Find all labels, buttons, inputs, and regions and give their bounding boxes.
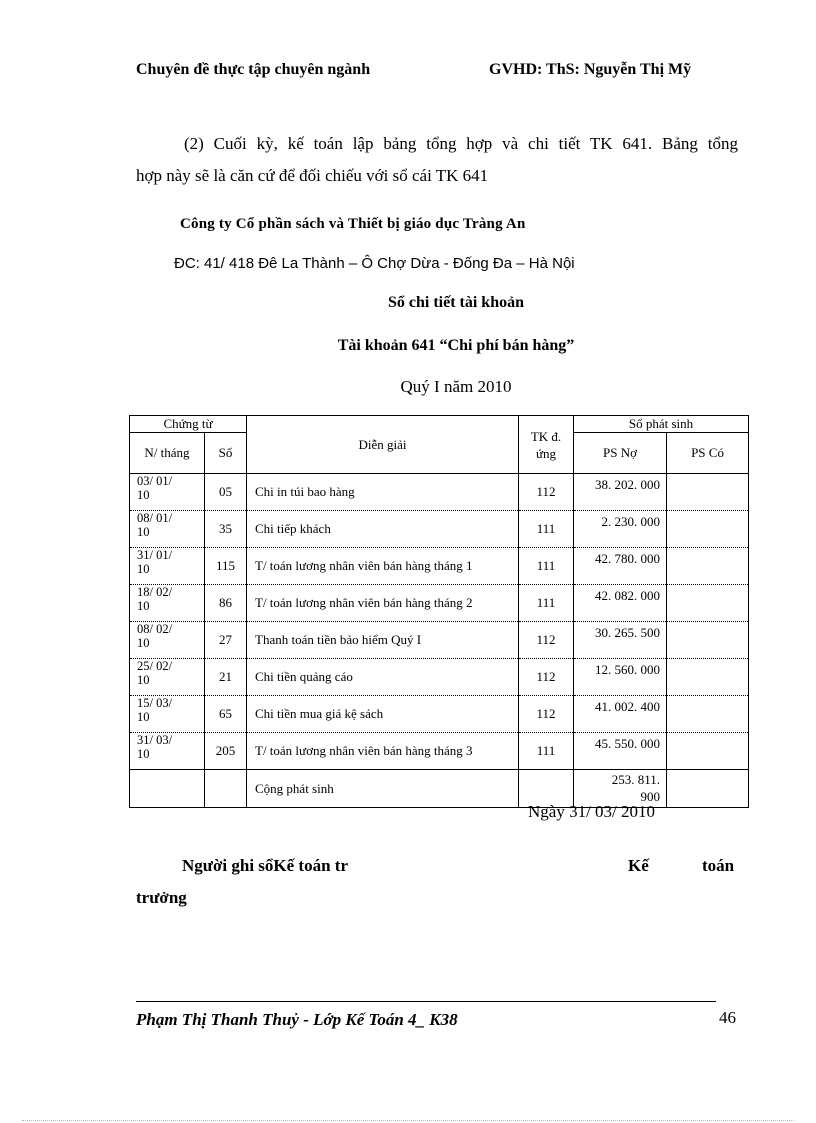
table-row (130, 696, 749, 733)
table-row (130, 548, 749, 585)
row-tk: 111 (519, 548, 574, 585)
row-description: Chi in túi bao hàng (247, 474, 519, 511)
total-date-empty (130, 770, 205, 808)
footer-author: Phạm Thị Thanh Thuỷ - Lớp Kế Toán 4_ K38 (136, 1010, 458, 1029)
row-credit (667, 511, 749, 548)
row-credit (667, 733, 749, 770)
company-name: Công ty Cổ phần sách và Thiết bị giáo dục Tràng An (180, 216, 526, 232)
amount-header: Số phát sinh (574, 416, 749, 433)
row-tk: 112 (519, 659, 574, 696)
row-debit: 45. 550. 000 (574, 733, 667, 770)
row-credit (667, 548, 749, 585)
row-debit: 30. 265. 500 (574, 622, 667, 659)
row-tk: 111 (519, 511, 574, 548)
footer-rule (136, 1001, 716, 1002)
header-left: Chuyên đề thực tập chuyên ngành (136, 61, 371, 78)
row-credit (667, 696, 749, 733)
row-date: 18/ 02/ 10 (130, 585, 205, 622)
sign-date: Ngày 31/ 03/ 2010 (528, 802, 656, 821)
table-row (130, 474, 749, 511)
row-number: 65 (205, 696, 247, 733)
page-number: 46 (719, 1008, 736, 1027)
intro-line-2: hợp này sẽ là căn cứ để đối chiếu với sổ cái TK 641 (136, 166, 489, 185)
row-credit (667, 659, 749, 696)
total-row (130, 770, 749, 808)
voucher-header: Chứng từ (130, 416, 247, 433)
signer-right-word-2: toán (702, 856, 735, 875)
row-debit: 42. 780. 000 (574, 548, 667, 585)
row-description: Chi tiếp khách (247, 511, 519, 548)
signer-right-word-1: Kế (628, 856, 649, 875)
row-number: 21 (205, 659, 247, 696)
row-number: 115 (205, 548, 247, 585)
row-description: Chi tiền quảng cáo (247, 659, 519, 696)
row-description: Chi tiền mua giá kệ sách (247, 696, 519, 733)
table-row (130, 511, 749, 548)
intro-line-1: (2) Cuối kỳ, kế toán lập bảng tổng hợp và chi tiết TK 641. Bảng tổng (184, 134, 738, 153)
row-tk: 112 (519, 474, 574, 511)
ledger-table (129, 415, 749, 808)
debit-header: PS Nợ (574, 433, 667, 474)
row-number: 35 (205, 511, 247, 548)
description-header: Diễn giải (247, 416, 519, 474)
total-debit: 253. 811. 900 (574, 770, 667, 808)
period-title: Quý I năm 2010 (400, 377, 512, 396)
date-header: N/ tháng (130, 433, 205, 474)
company-address: ĐC: 41/ 418 Đê La Thành – Ô Chợ Dừa - Đống Đa – Hà Nội (174, 255, 575, 272)
total-label: Cộng phát sinh (247, 770, 519, 808)
row-number: 05 (205, 474, 247, 511)
row-number: 27 (205, 622, 247, 659)
row-date: 31/ 01/ 10 (130, 548, 205, 585)
intro-paragraph (136, 128, 738, 192)
row-tk: 111 (519, 733, 574, 770)
row-debit: 38. 202. 000 (574, 474, 667, 511)
row-debit: 2. 230. 000 (574, 511, 667, 548)
table-row (130, 659, 749, 696)
table-row (130, 585, 749, 622)
row-credit (667, 474, 749, 511)
table-row (130, 622, 749, 659)
row-debit: 41. 002. 400 (574, 696, 667, 733)
row-tk: 112 (519, 622, 574, 659)
credit-header: PS Có (667, 433, 749, 474)
tk-header (519, 416, 574, 474)
row-date: 25/ 02/ 10 (130, 659, 205, 696)
ledger-title: Sổ chi tiết tài khoản (387, 294, 524, 311)
number-header: Số (205, 433, 247, 474)
row-number: 205 (205, 733, 247, 770)
tk-header-line-2: ứng (535, 445, 557, 461)
row-number: 86 (205, 585, 247, 622)
row-description: T/ toán lương nhân viên bán hàng tháng 1 (247, 548, 519, 585)
row-date: 15/ 03/ 10 (130, 696, 205, 733)
row-date: 31/ 03/ 10 (130, 733, 205, 770)
row-description: T/ toán lương nhân viên bán hàng tháng 2 (247, 585, 519, 622)
total-credit (667, 770, 749, 808)
account-title: Tài khoản 641 “Chi phí bán hàng” (337, 337, 575, 354)
signer-left: Người ghi sổKế toán tr (182, 856, 348, 875)
row-credit (667, 585, 749, 622)
row-date: 08/ 01/ 10 (130, 511, 205, 548)
row-tk: 111 (519, 585, 574, 622)
table-row (130, 733, 749, 770)
row-debit: 42. 082. 000 (574, 585, 667, 622)
row-tk: 112 (519, 696, 574, 733)
page-break-line (22, 1120, 794, 1121)
row-credit (667, 622, 749, 659)
row-debit: 12. 560. 000 (574, 659, 667, 696)
header-right: GVHD: ThS: Nguyễn Thị Mỹ (489, 61, 692, 78)
tk-header-line-1: TK đ. (530, 428, 562, 444)
row-description: Thanh toán tiền bảo hiểm Quý I (247, 622, 519, 659)
row-description: T/ toán lương nhân viên bán hàng tháng 3 (247, 733, 519, 770)
total-number-empty (205, 770, 247, 808)
signer-continuation: trưởng (136, 888, 187, 907)
row-date: 08/ 02/ 10 (130, 622, 205, 659)
row-date: 03/ 01/ 10 (130, 474, 205, 511)
